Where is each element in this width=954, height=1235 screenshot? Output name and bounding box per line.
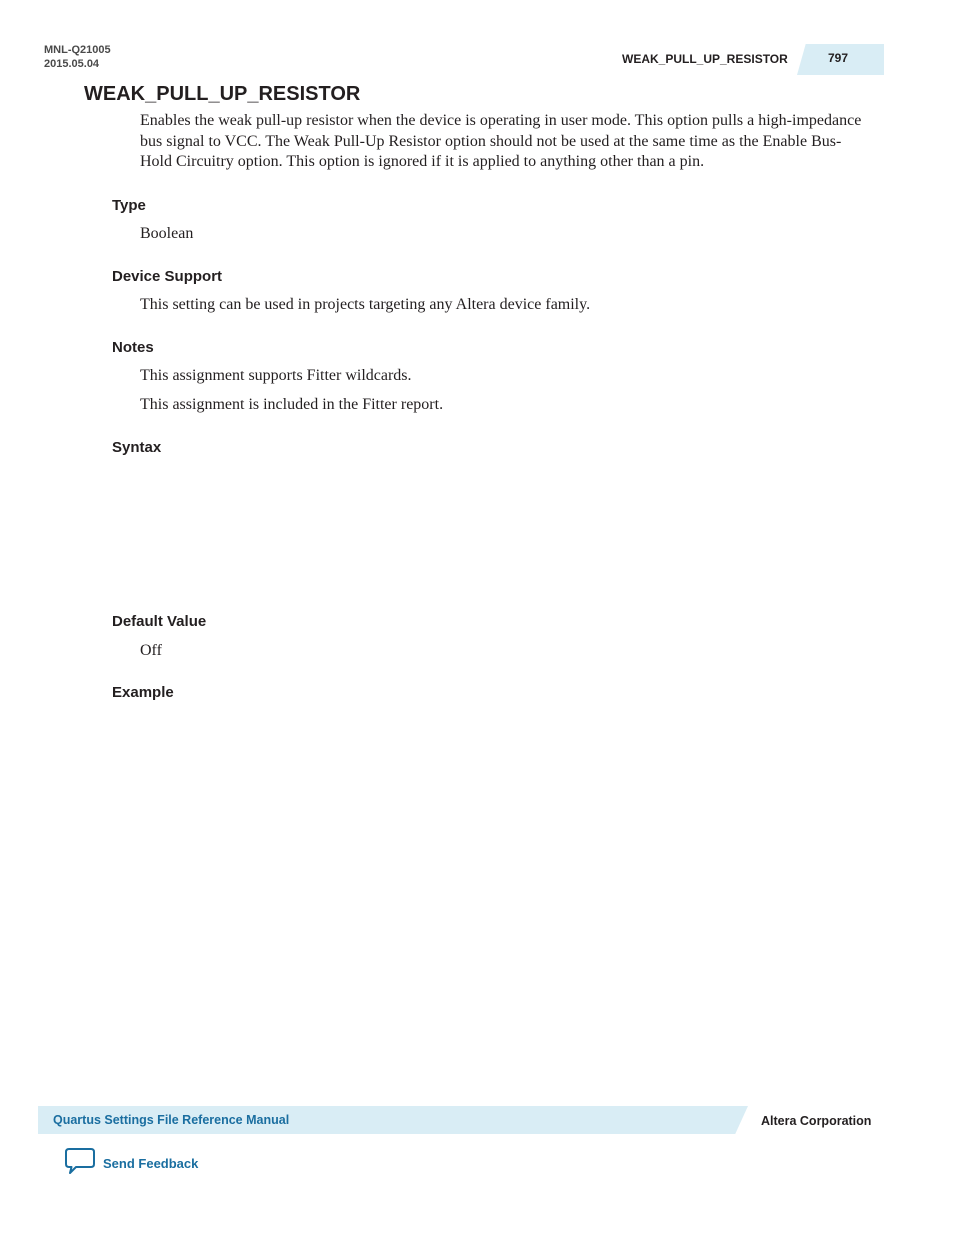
default-value-heading: Default Value: [112, 613, 207, 630]
doc-id: MNL-Q21005: [44, 44, 111, 56]
section-title: WEAK_PULL_UP_RESISTOR: [84, 83, 361, 105]
note-item: This assignment is included in the Fitter report.: [140, 396, 444, 413]
notes-heading: Notes: [112, 339, 154, 356]
doc-meta: [44, 43, 111, 71]
syntax-heading: Syntax: [112, 439, 162, 456]
speech-bubble-icon: [64, 1146, 96, 1181]
default-value: Off: [140, 642, 162, 659]
note-item: This assignment supports Fitter wildcards.: [140, 367, 412, 384]
type-heading: Type: [112, 197, 146, 214]
type-value: Boolean: [140, 225, 194, 242]
send-feedback-link[interactable]: [64, 1148, 198, 1178]
device-support-heading: Device Support: [112, 268, 223, 285]
section-description: Enables the weak pull-up resistor when the device is operating in user mode. This option pulls a high-impedance bus signal to VCC. The Weak Pull-Up Resistor option should not be used at the same time as the Enable Bus-Hold Circuitry option. This option is ignored if it is applied to anything other than a pin.: [140, 112, 862, 170]
page-number: 797: [828, 51, 849, 65]
device-support-value: This setting can be used in projects targeting any Altera device family.: [140, 296, 591, 313]
example-heading: Example: [112, 684, 174, 701]
footer-manual-title: Quartus Settings File Reference Manual: [53, 1113, 290, 1127]
doc-date: 2015.05.04: [44, 58, 100, 70]
send-feedback-label: Send Feedback: [103, 1155, 199, 1171]
footer-company: Altera Corporation: [761, 1114, 872, 1128]
running-title: WEAK_PULL_UP_RESISTOR: [622, 52, 788, 66]
